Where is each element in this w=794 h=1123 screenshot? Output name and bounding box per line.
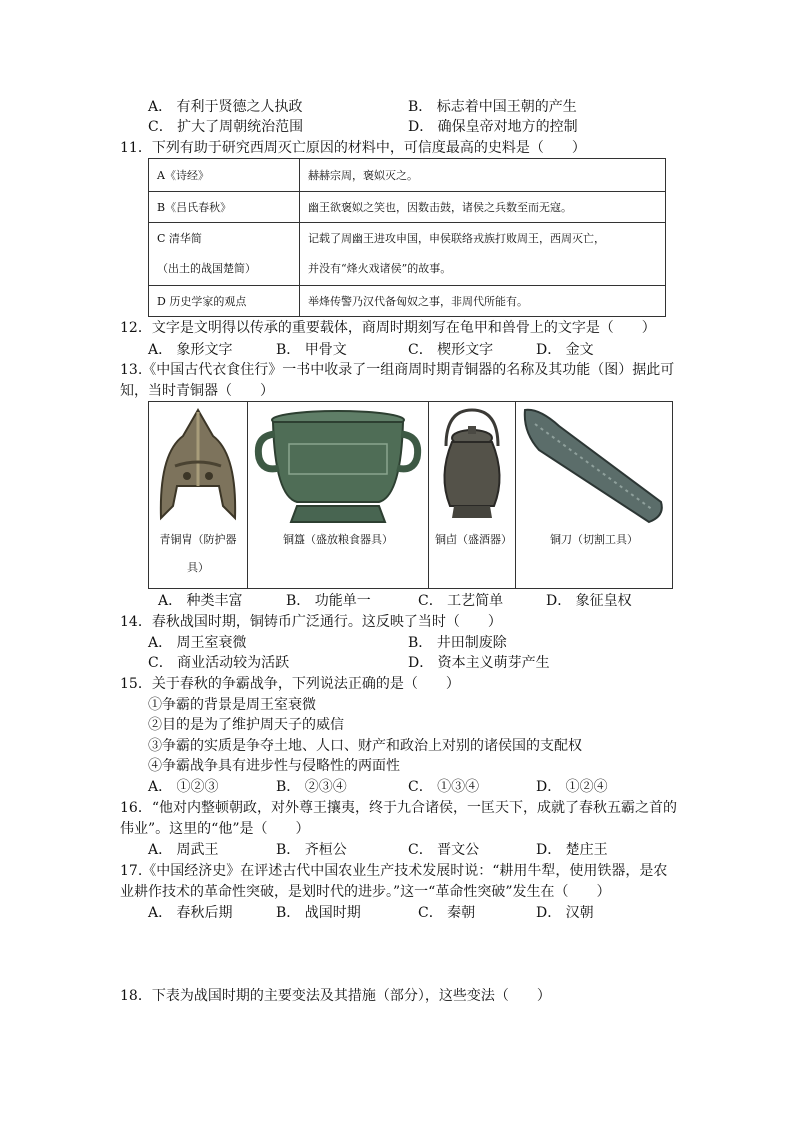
q16-option-c: C． 晋文公 [408,842,480,858]
q14-option-c: C． 商业活动较为活跃 [148,655,290,671]
q11-source-c-note: （出土的战国楚简） [157,262,256,275]
q10-option-a: A． 有利于贤德之人执政 [148,99,303,115]
q15-option-d: D． ①②④ [536,779,608,795]
q17-option-c: C． 秦朝 [418,905,476,921]
q11-content-c-cell [300,223,666,286]
q13-option-b: B． 功能单一 [286,593,371,609]
q15-item-1: ①争霸的背景是周王室衰微 [148,697,316,713]
q16-stem: 16．“他对内整顿朝政，对外尊王攘夷，终于九合诸侯，一匡天下，成就了春秋五霸之首的伟业”。这里的“他”是（ ） [120,800,677,837]
q11-content-a: 赫赫宗周，褒姒灭之。 [300,159,666,192]
q13-cell-you [429,402,516,589]
q11-stem: 11．下列有助于研究西周灭亡原因的材料中，可信度最高的史料是（ ） [120,140,586,156]
q15-item-2: ②目的是为了维护周天子的威信 [148,717,344,733]
q13-stem: 13.《中国古代衣食住行》一书中收录了一组商周时期青铜器的名称及其功能（图）据此可知，当时青铜器（ ） [120,362,675,399]
q14-option-d: D． 资本主义萌芽产生 [408,655,550,671]
q13-cell-helmet [149,402,248,589]
q13-bronze-table [148,401,673,589]
q11-source-d: D 历史学家的观点 [149,286,300,317]
q11-content-d: 举烽传警乃汉代备匈奴之事，非周代所能有。 [300,286,666,317]
q11-content-c-line1: 记载了周幽王进攻申国，申侯联络戎族打败周王，西周灭亡， [308,232,605,245]
q12-option-d: D． 金文 [536,342,594,358]
q11-source-table [148,158,666,317]
q15-option-c: C． ①③④ [408,779,480,795]
q11-source-c-cell [149,223,300,286]
q15-option-a: A． ①②③ [148,779,219,795]
q13-cell-knife [516,402,673,589]
q13-caption-helmet: 青铜胄（防护器具） [159,533,237,574]
q10-option-b: B． 标志着中国王朝的产生 [408,99,577,115]
q11-source-a: A《诗经》 [149,159,300,192]
q17-stem: 17.《中国经济史》在评述古代中国农业生产技术发展时说：“耕用牛犁，使用铁器，是农业耕作技术的革命性突破，是划时代的进步。”这一“革命性突破”发生在（ ） [120,863,668,900]
q11-source-c: C 清华简 [157,232,202,245]
bronze-knife-image [519,406,669,526]
bronze-you-image [432,406,512,526]
q15-item-4: ④争霸战争具有进步性与侵略性的两面性 [148,758,400,774]
q11-content-b: 幽王欲褒姒之笑也，因数击鼓，诸侯之兵数至而无寇。 [300,192,666,223]
q13-caption-gui: 铜簋（盛放粮食器具） [283,533,393,546]
q11-content-c-line2: 并没有“烽火戏诸侯”的故事。 [308,262,452,275]
bronze-gui-image [253,406,423,526]
q13-caption-knife: 铜刀（切割工具） [550,533,638,546]
q12-option-c: C． 楔形文字 [408,342,494,358]
q17-option-b: B． 战国时期 [276,905,361,921]
q13-caption-you: 铜卣（盛酒器） [435,533,512,546]
q17-option-a: A． 春秋后期 [148,905,233,921]
q12-option-a: A． 象形文字 [148,342,233,358]
q15-option-b: B． ②③④ [276,779,347,795]
q13-option-d: D． 象征皇权 [546,593,632,609]
q10-option-d: D． 确保皇帝对地方的控制 [408,119,578,135]
q13-cell-gui [248,402,429,589]
q14-option-b: B． 井田制废除 [408,635,507,651]
q15-stem: 15．关于春秋的争霸战争，下列说法正确的是（ ） [120,676,460,692]
q12-option-b: B． 甲骨文 [276,342,347,358]
q16-option-a: A． 周武王 [148,842,219,858]
q18-stem: 18．下表为战国时期的主要变法及其措施（部分），这些变法（ ） [120,988,551,1004]
q11-source-b: B《吕氏春秋》 [149,192,300,223]
q13-option-c: C． 工艺简单 [418,593,504,609]
q12-stem: 12．文字是文明得以传承的重要载体，商周时期刻写在龟甲和兽骨上的文字是（ ） [120,320,656,336]
q17-option-d: D． 汉朝 [536,905,594,921]
bronze-helmet-image [153,406,243,526]
q13-option-a: A． 种类丰富 [158,593,243,609]
q16-option-d: D． 楚庄王 [536,842,608,858]
q14-option-a: A． 周王室衰微 [148,635,247,651]
q10-option-c: C． 扩大了周朝统治范围 [148,119,304,135]
q14-stem: 14．春秋战国时期，铜铸币广泛通行。这反映了当时（ ） [120,614,502,630]
q16-option-b: B． 齐桓公 [276,842,347,858]
q15-item-3: ③争霸的实质是争夺土地、人口、财产和政治上对别的诸侯国的支配权 [148,738,582,754]
